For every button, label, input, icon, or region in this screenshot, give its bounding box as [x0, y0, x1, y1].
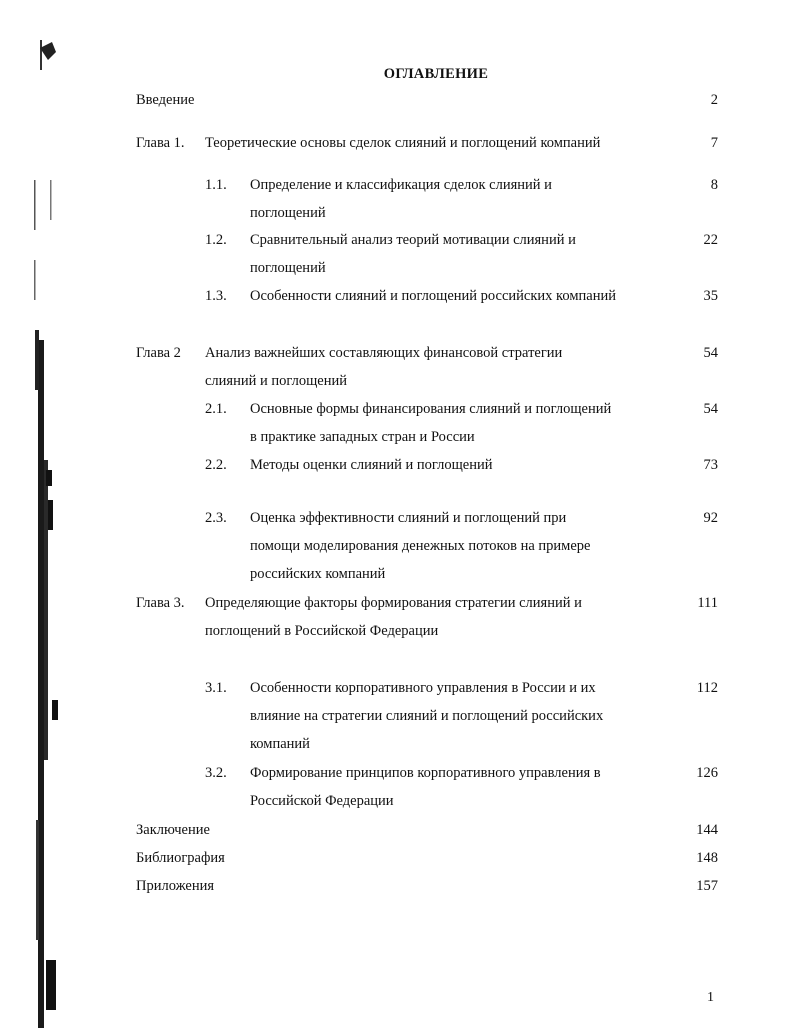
toc-entry-section-1-3 [0, 286, 798, 314]
toc-label: Заключение [136, 822, 210, 838]
toc-section-title: Сравнительный анализ теорий мотивации слияний и [250, 232, 576, 248]
toc-section-number: 1.1. [205, 177, 227, 193]
toc-section-title-line-3: компаний [250, 736, 310, 752]
toc-section-title: Особенности слияний и поглощений российских компаний [250, 288, 616, 304]
toc-chapter-title: Анализ важнейших составляющих финансовой стратегии [205, 345, 563, 361]
toc-section-title: Оценка эффективности слияний и поглощений при [250, 510, 567, 526]
toc-entry-chapter-3 [0, 593, 798, 639]
document-title: ОГЛАВЛЕНИЕ [383, 66, 489, 82]
toc-page-number: 54 [703, 401, 718, 417]
toc-entry-appendix [0, 876, 798, 904]
toc-section-title-line-2: влияние на стратегии слияний и поглощений российских [250, 708, 604, 724]
toc-section-title: Формирование принципов корпоративного управления в [250, 765, 601, 781]
toc-page-number: 22 [703, 232, 718, 248]
toc-label: Введение [136, 92, 195, 108]
toc-section-title-line-2: поглощений [250, 205, 326, 221]
toc-page-number: 111 [697, 595, 718, 611]
toc-chapter-title-line-2: поглощений в Российской Федерации [205, 623, 439, 639]
toc-entry-bibliography [0, 848, 798, 876]
toc-section-title-line-2: в практике западных стран и России [250, 429, 475, 445]
toc-page-number: 2 [710, 92, 718, 108]
toc-page-number: 54 [703, 345, 718, 361]
toc-section-title: Методы оценки слияний и поглощений [250, 457, 493, 473]
toc-section-title: Особенности корпоративного управления в России и их [250, 680, 596, 696]
toc-page-number: 112 [696, 680, 718, 696]
toc-chapter-title: Определяющие факторы формирования стратегии слияний и [205, 595, 582, 611]
toc-section-number: 1.3. [205, 288, 227, 304]
toc-entry-section-1-1 [0, 175, 798, 221]
toc-section-title: Определение и классификация сделок слияний и [250, 177, 552, 193]
toc-entry-section-3-2 [0, 763, 798, 809]
toc-page-number: 144 [696, 822, 718, 838]
toc-entry-conclusion [0, 820, 798, 848]
toc-section-title: Основные формы финансирования слияний и поглощений [250, 401, 612, 417]
toc-entry-chapter-1 [0, 133, 798, 161]
toc-section-number: 3.2. [205, 765, 227, 781]
toc-page-number: 35 [703, 288, 718, 304]
toc-entry-section-2-2 [0, 455, 798, 483]
toc-chapter-number: Глава 3. [136, 595, 185, 611]
toc-page-number: 157 [696, 878, 718, 894]
toc-entry-intro [0, 90, 798, 118]
page-footer-number: 1 [707, 990, 714, 1005]
toc-entry-section-3-1 [0, 678, 798, 752]
toc-page-number: 7 [710, 135, 718, 151]
toc-label: Приложения [136, 878, 215, 894]
toc-chapter-title-line-2: слияний и поглощений [205, 373, 347, 389]
toc-section-title-line-2: поглощений [250, 260, 326, 276]
toc-page-number: 126 [696, 765, 718, 781]
toc-section-number: 2.1. [205, 401, 227, 417]
toc-entry-section-2-1 [0, 399, 798, 445]
toc-section-number: 2.2. [205, 457, 227, 473]
toc-chapter-number: Глава 2 [136, 345, 181, 361]
toc-page-number: 148 [696, 850, 718, 866]
toc-section-number: 2.3. [205, 510, 227, 526]
toc-page-number: 8 [710, 177, 718, 193]
toc-section-number: 3.1. [205, 680, 227, 696]
toc-section-title-line-2: помощи моделирования денежных потоков на примере [250, 538, 591, 554]
toc-section-number: 1.2. [205, 232, 227, 248]
toc-label: Библиография [136, 850, 225, 866]
toc-section-title-line-3: российских компаний [250, 566, 386, 582]
toc-entry-chapter-2 [0, 343, 798, 389]
toc-section-title-line-2: Российской Федерации [250, 793, 394, 809]
toc-page-number: 92 [703, 510, 718, 526]
toc-page-number: 73 [703, 457, 718, 473]
toc-entry-section-1-2 [0, 230, 798, 276]
toc-chapter-title: Теоретические основы сделок слияний и поглощений компаний [205, 135, 601, 151]
toc-chapter-number: Глава 1. [136, 135, 185, 151]
toc-entry-section-2-3 [0, 508, 798, 582]
